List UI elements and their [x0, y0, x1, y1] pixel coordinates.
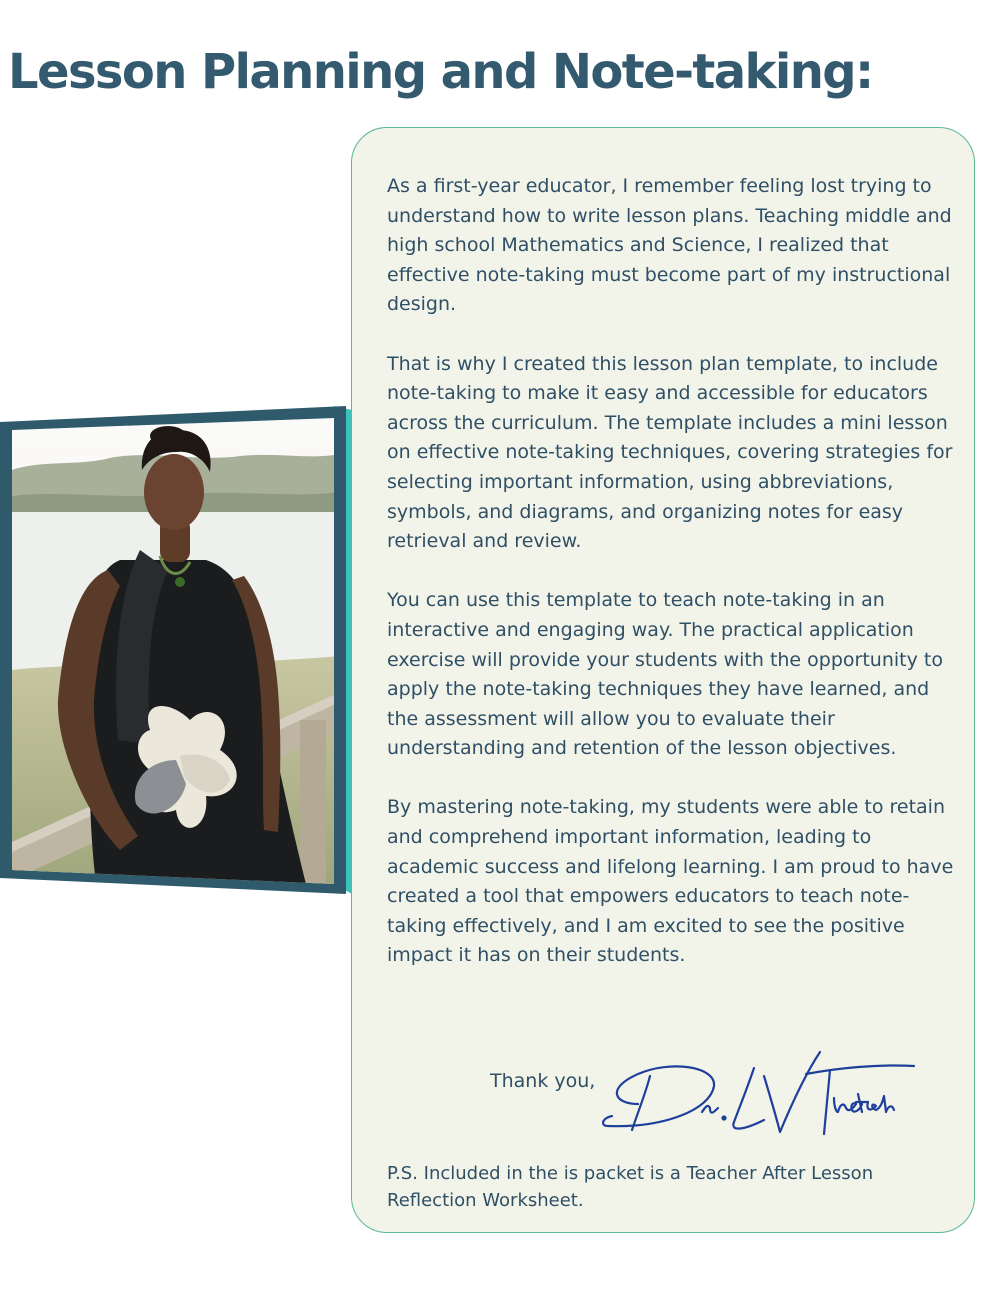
paragraph-1: As a first-year educator, I remember feeling lost trying to understand how to write lesson plans. Teaching middle and high school Mathematics and Science, I realized that effective note-taking must become part of my instructional design.	[387, 175, 952, 316]
signature-icon	[598, 1046, 920, 1142]
paragraph-2: That is why I created this lesson plan template, to include note-taking to make it easy and accessible for educators across the curriculum. The template includes a mini lesson on effective note-taking techniques, covering strategies for selecting important information, using abbreviations, symbols, and diagrams, and organizing notes for easy retrieval and review.	[387, 352, 953, 553]
paragraph-3: You can use this template to teach note-taking in an interactive and engaging way. The practical application exercise will provide your students with the opportunity to apply the note-taking techniques they have learned, and the assessment will allow you to evaluate their understanding and retention of the lesson objectives.	[387, 589, 943, 760]
postscript: P.S. Included in the is packet is a Teacher After Lesson Reflection Worksheet.	[387, 1163, 874, 1211]
portrait-photo-icon	[0, 400, 352, 896]
letter-body	[387, 172, 959, 971]
page-title: Lesson Planning and Note-taking:	[8, 44, 873, 100]
portrait-frame	[0, 400, 352, 900]
closing-text: Thank you,	[490, 1070, 596, 1092]
paragraph-4: By mastering note-taking, my students were able to retain and comprehend important information, leading to academic success and lifelong learning. I am proud to have created a tool that empowers educators to teach note-taking effectively, and I am excited to see the positive impact it has on their students.	[387, 796, 954, 967]
